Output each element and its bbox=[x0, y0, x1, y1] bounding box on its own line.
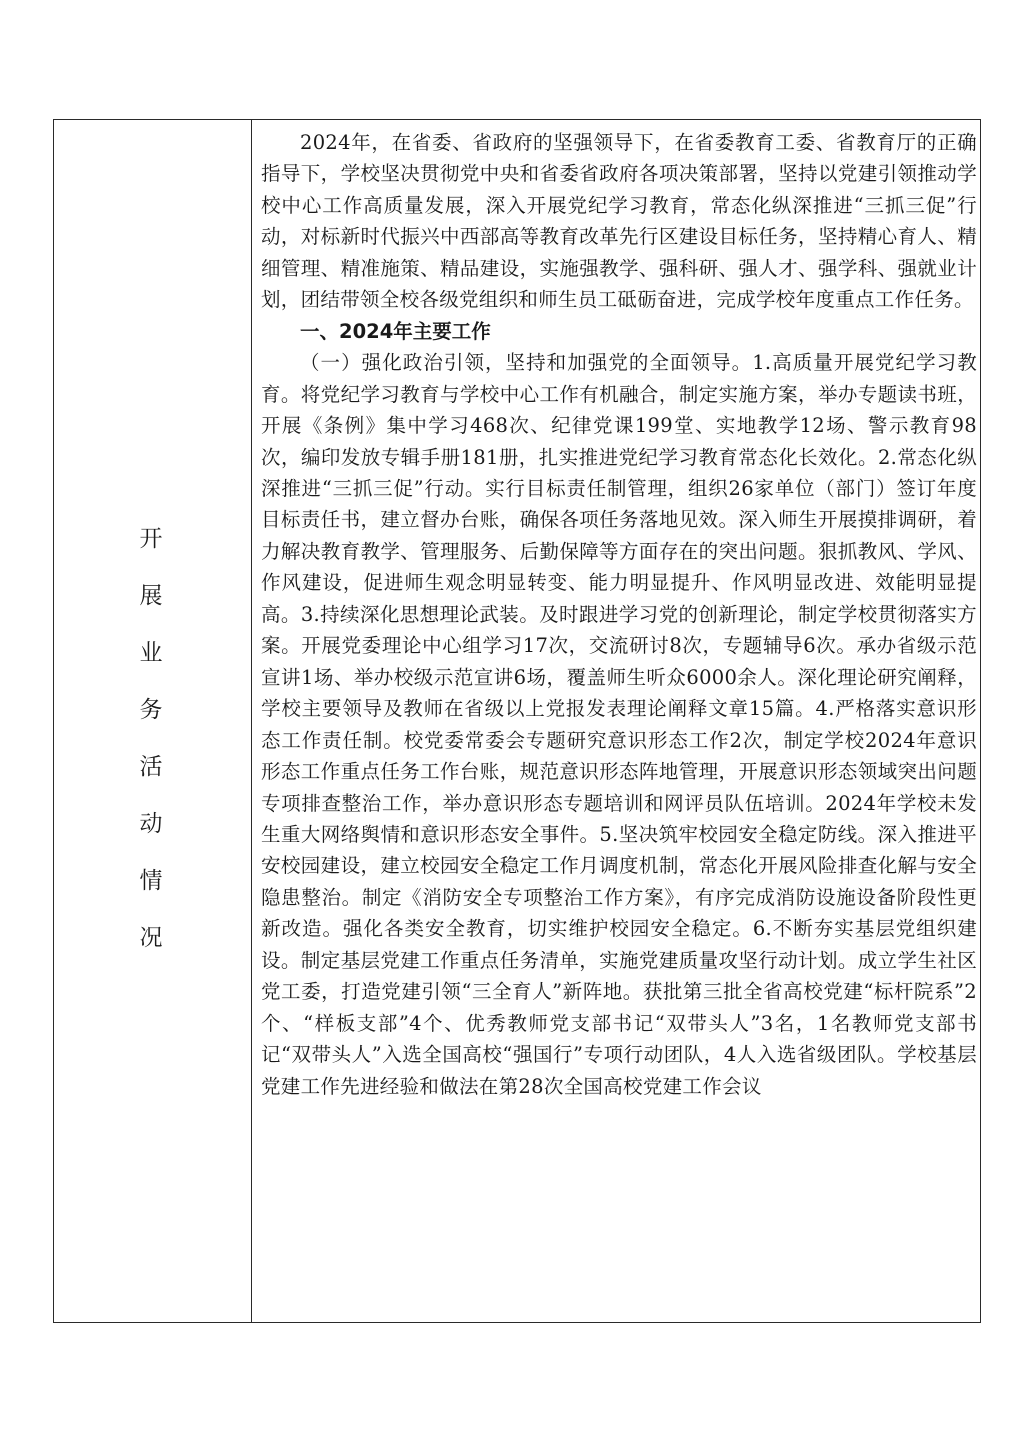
label-char: 况 bbox=[139, 925, 163, 951]
label-char: 展 bbox=[139, 583, 163, 609]
label-char: 务 bbox=[139, 697, 163, 723]
label-char: 动 bbox=[139, 811, 163, 837]
content-cell bbox=[261, 120, 977, 1322]
label-char: 情 bbox=[139, 868, 163, 894]
label-char: 业 bbox=[139, 640, 163, 666]
form-table bbox=[53, 119, 981, 1323]
label-char: 活 bbox=[139, 754, 163, 780]
intro-paragraph: 2024年，在省委、省政府的坚强领导下，在省委教育工委、省教育厅的正确指导下，学校坚决贯彻党中央和省委省政府各项决策部署，坚持以党建引领推动学校中心工作高质量发展，深入开展党纪学习教育，常态化纵深推进“三抓三促”行动，对标新时代振兴中西部高等教育改革先行区建设目标任务，坚持精心育人、精细管理、精准施策、精品建设，实施强教学、强科研、强人才、强学科、强就业计划，团结带领全校各级党组织和师生员工砥砺奋进，完成学校年度重点工作任务。 bbox=[261, 131, 977, 312]
label-column bbox=[54, 120, 252, 1322]
section-heading: 一、2024年主要工作 bbox=[300, 319, 491, 343]
section-label bbox=[129, 528, 173, 984]
body-paragraph: （一）强化政治引领，坚持和加强党的全面领导。1.高质量开展党纪学习教育。将党纪学习教育与学校中心工作有机融合，制定实施方案，举办专题读书班，开展《条例》集中学习468次、纪律党课199堂、实地教学12场、警示教育98次，编印发放专辑手册181册，扎实推进党纪学习教育常态化长效化。2.常态化纵深推进“三抓三促”行动。实行目标责任制管理，组织26家单位（部门）签订年度目标责任书，建立督办台账，确保各项任务落地见效。深入师生开展摸排调研，着力解决教育教学、管理服务、后勤保障等方面存在的突出问题。狠抓教风、学风、作风建设，促进师生观念明显转变、能力明显提升、作风明显改进、效能明显提高。3.持续深化思想理论武装。及时跟进学习党的创新理论，制定学校贯彻落实方案。开展党委理论中心组学习17次，交流研讨8次，专题辅导6次。承办省级示范宣讲1场、举办校级示范宣讲6场，覆盖师生听众6000余人。深化理论研究阐释，学校主要领导及教师在省级以上党报发表理论阐释文章15篇。4.严格落实意识形态工作责任制。校党委常委会专题研究意识形态工作2次，制定学校2024年意识形态工作重点任务工作台账，规范意识形态阵地管理，开展意识形态领域突出问题专项排查整治工作，举办意识形态专题培训和网评员队伍培训。2024年学校未发生重大网络舆情和意识形态安全事件。5.坚决筑牢校园安全稳定防线。深入推进平安校园建设，建立校园安全稳定工作月调度机制，常态化开展风险排查化解与安全隐患整治。制定《消防安全专项整治工作方案》，有序完成消防设施设备阶段性更新改造。强化各类安全教育，切实维护校园安全稳定。6.不断夯实基层党组织建设。制定基层党建工作重点任务清单，实施党建质量攻坚行动计划。成立学生社区党工委，打造党建引领“三全育人”新阵地。获批第三批全省高校党建“标杆院系”2个、“样板支部”4个、优秀教师党支部书记“双带头人”3名，1名教师党支部书记“双带头人”入选全国高校“强国行”专项行动团队，4人入选省级团队。学校基层党建工作先进经验和做法在第28次全国高校党建工作会议 bbox=[261, 351, 977, 1098]
label-char: 开 bbox=[139, 526, 163, 552]
